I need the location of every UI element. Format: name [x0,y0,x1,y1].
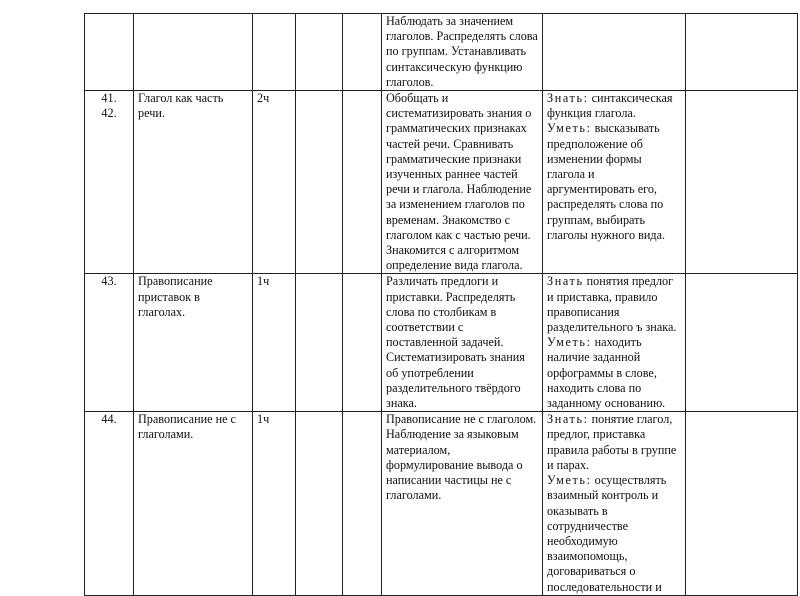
skill-label: Уметь: [547,121,592,136]
topic-cell [134,14,253,91]
results-cell [543,274,686,412]
know-text: понятия предлог и приставка, правило правописания разделительного ъ знака. [547,274,677,335]
activities-cell: Правописание не с глаголом. Наблюдение за языковым материалом, формулирование вывода о написании частицы не с глаголами. [382,412,543,595]
date-fact-cell [343,14,382,91]
date-fact-cell [343,91,382,274]
skill-label: Уметь: [547,473,592,488]
know-label: Знать: [547,91,589,106]
hours-cell [253,14,296,91]
table-row [85,91,798,274]
know-text: синтаксическая функция глагола. [547,91,673,121]
notes-cell [686,14,798,91]
activities-cell: Обобщать и систематизировать знания о грамматических признаках частей речи. Сравнивать грамматические признаки изученных раннее частей речи и глагола. Наблюдение за изменением глаголов по временам. Знакомство с глаголом как с частью речи. Знакомится с алгоритмом определение вида глагола. [382,91,543,274]
date-plan-cell [296,274,343,412]
topic-cell: Правописание не с глаголами. [134,412,253,595]
lesson-number-cell [85,412,134,595]
lesson-number: 44. [101,412,117,427]
skill-label: Уметь: [547,335,592,350]
skill-text: осуществлять взаимный контроль и оказывать в сотрудничестве необходимую взаимопомощь, договариваться о последовательности и [547,473,667,594]
know-label: Знать: [547,412,589,427]
lesson-plan-table [84,13,798,596]
activities-cell: Различать предлоги и приставки. Распределять слова по столбикам в соответствии с поставленной задачей. Систематизировать знания об употреблении разделительного твёрдого знака. [382,274,543,412]
lesson-number-cell [85,91,134,274]
know-label: Знать [547,274,584,289]
notes-cell [686,274,798,412]
table-row [85,412,798,595]
hours-cell: 1ч [253,274,296,412]
results-cell [543,412,686,595]
date-plan-cell [296,412,343,595]
hours-cell: 2ч [253,91,296,274]
hours-cell: 1ч [253,412,296,595]
notes-cell [686,412,798,595]
date-fact-cell [343,274,382,412]
skill-text: находить наличие заданной орфограммы в слове, находить слова по заданному основанию. [547,335,666,411]
know-text: понятие глагол, предлог, приставка правила работы в группе и парах. [547,412,677,472]
lesson-number-cell [85,14,134,91]
lesson-number: 42. [101,106,117,121]
results-cell [543,91,686,274]
lesson-number: 41. [101,91,117,106]
results-cell [543,14,686,91]
date-plan-cell [296,91,343,274]
table-row [85,14,798,91]
topic-cell: Правописание приставок в глаголах. [134,274,253,412]
date-plan-cell [296,14,343,91]
date-fact-cell [343,412,382,595]
table-row [85,274,798,412]
skill-text: высказывать предположение об изменении формы глагола и аргументировать его, распределять слова по группам, выбирать глаголы нужного вида. [547,121,666,242]
topic-cell: Глагол как часть речи. [134,91,253,274]
activities-cell: Наблюдать за значением глаголов. Распределять слова по группам. Устанавливать синтаксическую функцию глаголов. [382,14,543,91]
lesson-number: 43. [101,274,117,289]
lesson-number-cell [85,274,134,412]
notes-cell [686,91,798,274]
